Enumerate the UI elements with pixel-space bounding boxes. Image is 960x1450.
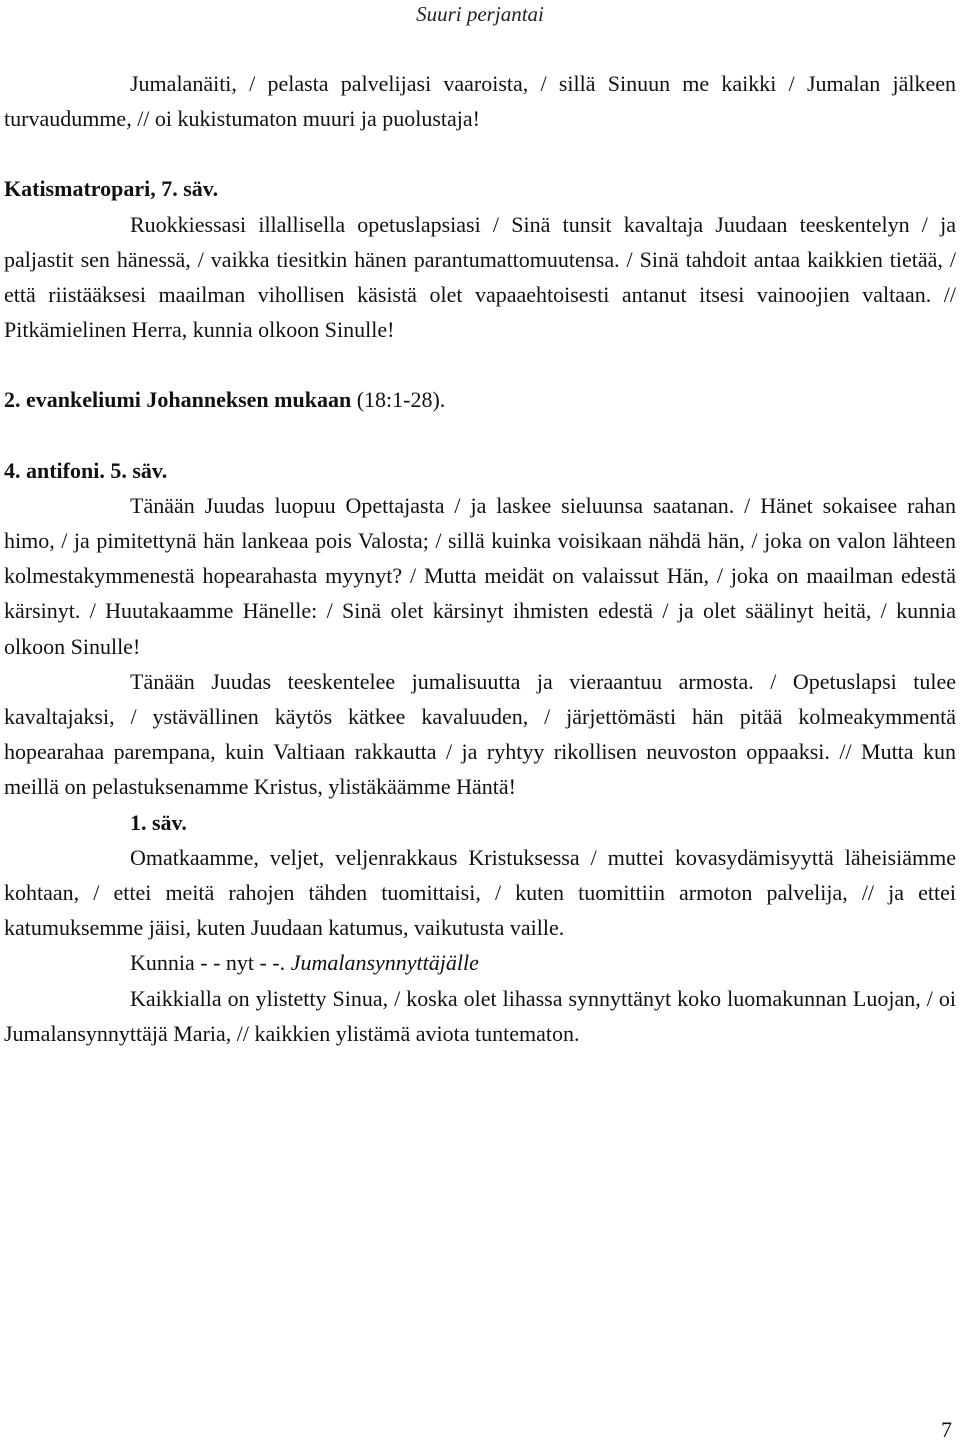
page-number: 7 <box>941 1417 952 1442</box>
spacer <box>4 418 956 453</box>
paragraph-theotokion-2: Kaikkialla on ylistetty Sinua, / koska olet lihassa synnyttänyt koko luomakunnan Luojan, / oi Jumalansynnyttäjä Maria, // kaikkien ylistämä aviota tuntematon. <box>4 985 956 1046</box>
heading-gospel <box>4 382 956 417</box>
running-header: Suuri perjantai <box>416 2 544 26</box>
spacer <box>4 347 956 382</box>
heading-antifoni: 4. antifoni. 5. säv. <box>4 457 168 483</box>
kunnia-line <box>4 945 956 980</box>
heading-katismatropari: Katismatropari, 7. säv. <box>4 176 219 202</box>
paragraph-antifoni-1: Tänään Juudas luopuu Opettajasta / ja laskee sieluunsa saatanan. / Hänet sokaisee rahan himo, / ja pimitettynä hän lankeaa pois Valosta; / sillä kuinka voisikaan nähdä hän, / joka on valon lähteen kolmestakymmenestä hopearahasta myynyt? / Mutta meidät on valaissut Hän, / joka on maailman edestä kärsinyt. / Huutakaamme Hänelle: / Sinä olet kärsinyt ihmisten edestä / ja olet säälinyt heitä, / kunnia olkoon Sinulle! <box>4 492 956 659</box>
gospel-reference: (18:1-28). <box>351 387 446 413</box>
paragraph-katismatropari: Ruokkiessasi illallisella opetuslapsiasi / Sinä tunsit kavaltaja Juudaan teeskentelyn / ja paljastit sen hänessä, / vaikka tiesitkin hänen parantumattomuutensa. / Sinä tahdoit antaa kaikkien tietää, / että riistääksesi maailman vihollisen käsistä olet vapaaehtoisesti antanut itsesi vainoojien valtaan. // Pitkämielinen Herra, kunnia olkoon Sinulle! <box>4 211 956 343</box>
kunnia-dedication: Jumalansynnyttäjälle <box>290 950 479 976</box>
gospel-title: 2. evankeliumi Johanneksen mukaan <box>4 387 352 413</box>
spacer <box>4 136 956 171</box>
paragraph-savel-1: Omatkaamme, veljet, veljenrakkaus Kristuksessa / muttei kovasydämisyyttä läheisiämme kohtaan, / ettei meitä rahojen tähden tuomittaisi, / kuten tuomittiin armoton palvelija, // ja ettei katumuksemme jäisi, kuten Juudaan katumus, vaikutusta vaille. <box>4 844 956 941</box>
kunnia-text: Kunnia - - nyt - -. <box>130 950 291 976</box>
document-body <box>4 66 956 1051</box>
paragraph-antifoni-2: Tänään Juudas teeskentelee jumalisuutta ja vieraantuu armosta. / Opetuslapsi tulee kavaltajaksi, / ystävällinen käytös kätkee kavaluuden, / järjettömästi hän pitää kolmeakymmentä hopearahaa parempana, kuin Valtiaan rakkautta / ja ryhtyy rikollisen neuvoston oppaaksi. // Mutta kun meillä on pelastuksenamme Kristus, ylistäkäämme Häntä! <box>4 668 956 800</box>
heading-savel-1: 1. säv. <box>130 809 187 835</box>
paragraph-theotokion: Jumalanäiti, / pelasta palvelijasi vaaroista, / sillä Sinuun me kaikki / Jumalan jälkeen turvaudumme, // oi kukistumaton muuri ja puolustaja! <box>4 71 956 132</box>
